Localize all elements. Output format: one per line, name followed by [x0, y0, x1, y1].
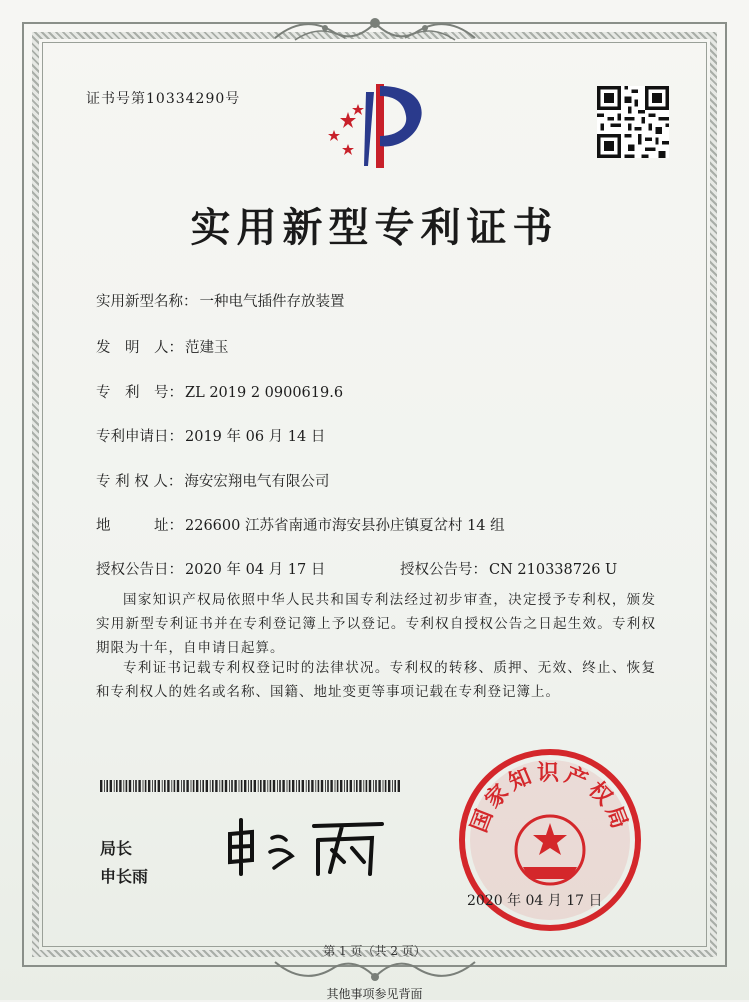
grant-date-label: 授权公告日： — [96, 562, 183, 578]
legal-paragraph-2: 专利证书记载专利权登记时的法律状况。专利权的转移、质押、无效、终止、恢复和专利权人的姓名或名称、国籍、地址变更等事项记载在专利登记簿上。 — [96, 660, 656, 700]
utility-model-name-value: 一种电气插件存放装置 — [199, 294, 345, 310]
address-value: 226600 江苏省南通市海安县孙庄镇夏岔村 14 组 — [185, 518, 505, 534]
patentee-row — [96, 470, 329, 491]
barcode-icon — [100, 780, 400, 792]
grant-number-row — [400, 558, 617, 579]
patentee-label: 专 利 权 人： — [96, 474, 183, 490]
director-title: 局长 — [100, 839, 133, 858]
seal-date: 2020 年 04 月 17 日 — [467, 893, 603, 909]
qr-code-icon — [597, 86, 669, 158]
seal-text: 国家知识产权局 — [466, 760, 634, 836]
inventor-value: 范建玉 — [185, 340, 229, 356]
filing-date-value: 2019 年 06 月 14 日 — [185, 429, 326, 445]
director-name: 申长雨 — [100, 867, 149, 886]
inventor-row — [96, 336, 229, 357]
utility-model-name-row — [96, 290, 345, 311]
filing-date-row — [96, 425, 325, 446]
grant-date-value: 2020 年 04 月 17 日 — [185, 562, 326, 578]
utility-model-name-label: 实用新型名称： — [96, 294, 198, 310]
grant-number-value: CN 210338726 U — [489, 562, 618, 578]
footer-note: 其他事项参见背面 — [326, 987, 423, 1001]
address-row — [96, 514, 505, 535]
certificate-title: 实用新型专利证书 — [190, 204, 559, 251]
patentee-value: 海安宏翔电气有限公司 — [184, 474, 330, 490]
certificate-number: 证书号第10334290号 — [86, 91, 241, 107]
patent-number-row — [96, 381, 343, 402]
director-signature-icon — [222, 812, 392, 882]
top-ornament-icon — [265, 8, 485, 48]
filing-date-label: 专利申请日： — [96, 429, 183, 445]
legal-paragraph-1: 国家知识产权局依照中华人民共和国专利法经过初步审查，决定授予专利权，颁发实用新型专利证书并在专利登记簿上予以登记。专利权自授权公告之日起生效。专利权期限为十年，自申请日起算。 — [96, 592, 656, 656]
address-label: 地 址： — [96, 518, 183, 534]
grant-date-row — [96, 558, 325, 579]
patent-number-label: 专 利 号： — [96, 385, 183, 401]
inventor-label: 发 明 人： — [96, 340, 183, 356]
cnipa-logo-icon — [318, 78, 438, 174]
patent-number-value: ZL 2019 2 0900619.6 — [185, 385, 344, 401]
page-indicator: 第 1 页（共 2 页） — [323, 944, 426, 958]
grant-number-label: 授权公告号： — [400, 562, 487, 578]
